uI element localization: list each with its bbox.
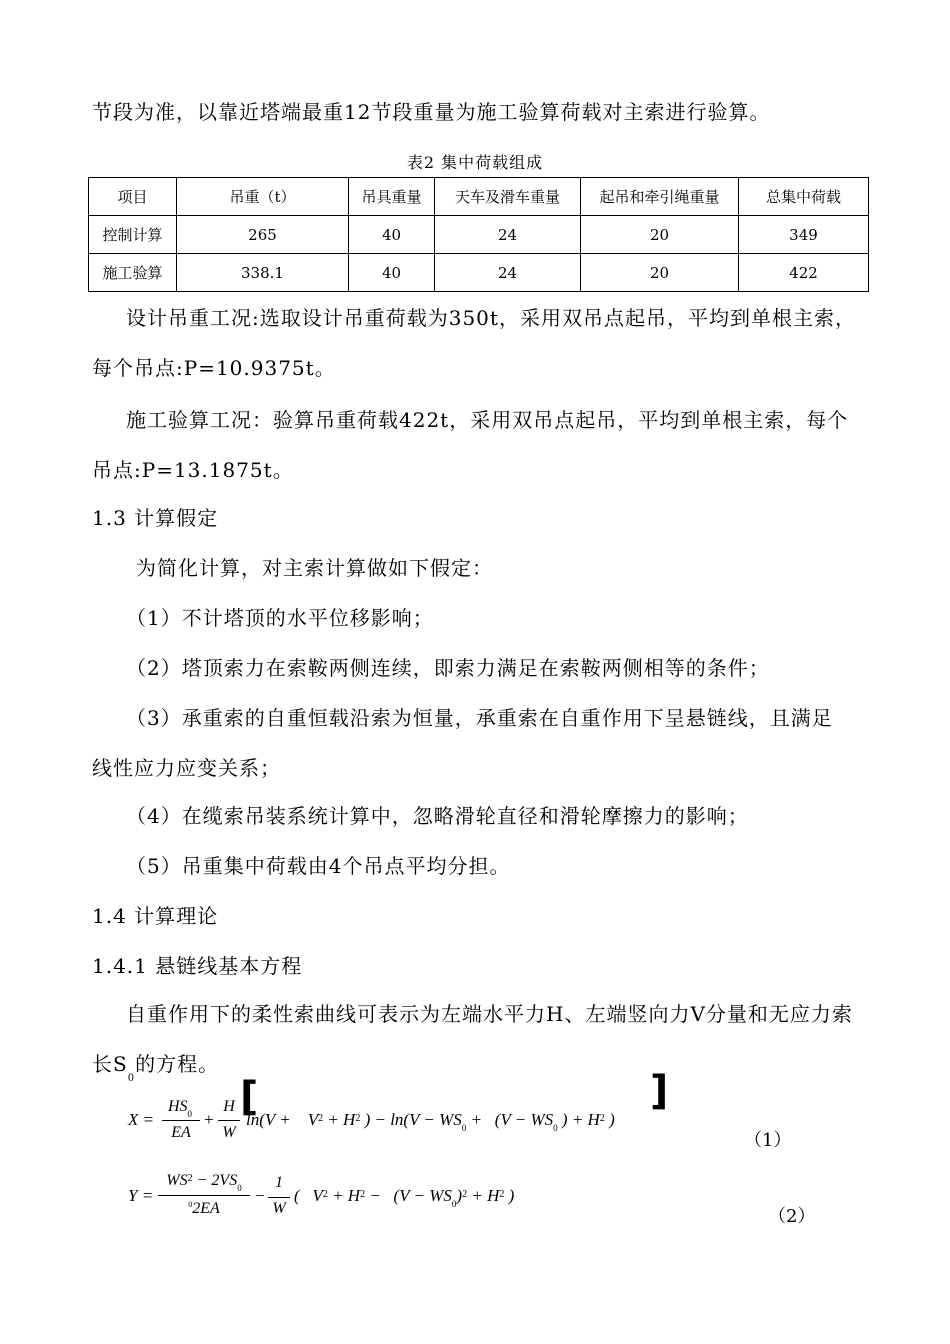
- check-case-line-2: 吊点:P=13.1875t。: [92, 458, 294, 482]
- design-case-line-2: 每个吊点:P=10.9375t。: [92, 356, 336, 380]
- table-row: [89, 216, 869, 254]
- assumption-item: （5）吊重集中荷载由4个吊点平均分担。: [126, 854, 511, 878]
- table-header-cell: 起吊和牵引绳重量: [581, 178, 739, 216]
- table-cell: 422: [739, 254, 869, 292]
- table-header-row: [89, 178, 869, 216]
- table-cell: 265: [177, 216, 349, 254]
- section-heading-1-4-1: 1.4.1 悬链线基本方程: [92, 954, 303, 978]
- table-header-cell: 总集中荷载: [739, 178, 869, 216]
- design-case-line-1: 设计吊重工况:选取设计吊重荷载为350t，采用双吊点起吊，平均到单根主索，: [126, 306, 856, 330]
- table-header-cell: 天车及滑车重量: [435, 178, 581, 216]
- table-row: [89, 254, 869, 292]
- table-caption: 表2 集中荷载组成: [406, 153, 544, 172]
- fraction-bar: [162, 1120, 200, 1121]
- table-cell: 24: [435, 254, 581, 292]
- intro-line: 节段为准，以靠近塔端最重12节段重量为施工验算荷载对主索进行验算。: [92, 100, 771, 124]
- section-heading-1-4: 1.4 计算理论: [92, 904, 219, 928]
- table-cell: 338.1: [177, 254, 349, 292]
- equation-number: （2）: [768, 1206, 816, 1227]
- assumption-item: （4）在缆索吊装系统计算中，忽略滑轮直径和滑轮摩擦力的影响；: [126, 804, 749, 828]
- table-cell: 40: [349, 254, 435, 292]
- equation-number: （1）: [744, 1130, 792, 1151]
- check-case-line-1: 施工验算工况：验算吊重荷载422t，采用双吊点起吊，平均到单根主索，每个: [126, 408, 849, 432]
- fraction-bar: [218, 1120, 240, 1121]
- right-bracket: ]: [650, 1068, 669, 1114]
- table-cell: 40: [349, 216, 435, 254]
- theory-line-1: 自重作用下的柔性索曲线可表示为左端水平力H、左端竖向力V分量和无应力索: [126, 1002, 853, 1026]
- table-header-cell: 项目: [89, 178, 177, 216]
- table-header-cell: 吊重（t）: [177, 178, 349, 216]
- assumption-item: （1）不计塔顶的水平位移影响；: [126, 606, 434, 630]
- fraction-bar: [158, 1195, 250, 1196]
- left-bracket: [: [240, 1074, 259, 1120]
- table-cell: 施工验算: [89, 254, 177, 292]
- fraction-bar: [268, 1197, 290, 1198]
- table-cell: 控制计算: [89, 216, 177, 254]
- assumption-item: （2）塔顶索力在索鞍两侧连续，即索力满足在索鞍两侧相等的条件；: [126, 656, 770, 680]
- table-cell: 349: [739, 216, 869, 254]
- theory-line-2: 长$S_0$的方程。: [92, 1052, 220, 1084]
- assumption-intro: 为简化计算，对主索计算做如下假定：: [136, 556, 493, 580]
- table-cell: 20: [581, 254, 739, 292]
- table-cell: 24: [435, 216, 581, 254]
- table-header-cell: 吊具重量: [349, 178, 435, 216]
- assumption-item: （3）承重索的自重恒载沿索为恒量，承重索在自重作用下呈悬链线，且满足: [126, 706, 833, 730]
- load-table: [88, 177, 869, 292]
- assumption-item-continued: 线性应力应变关系；: [92, 756, 281, 780]
- section-heading-1-3: 1.3 计算假定: [92, 506, 219, 530]
- table-cell: 20: [581, 216, 739, 254]
